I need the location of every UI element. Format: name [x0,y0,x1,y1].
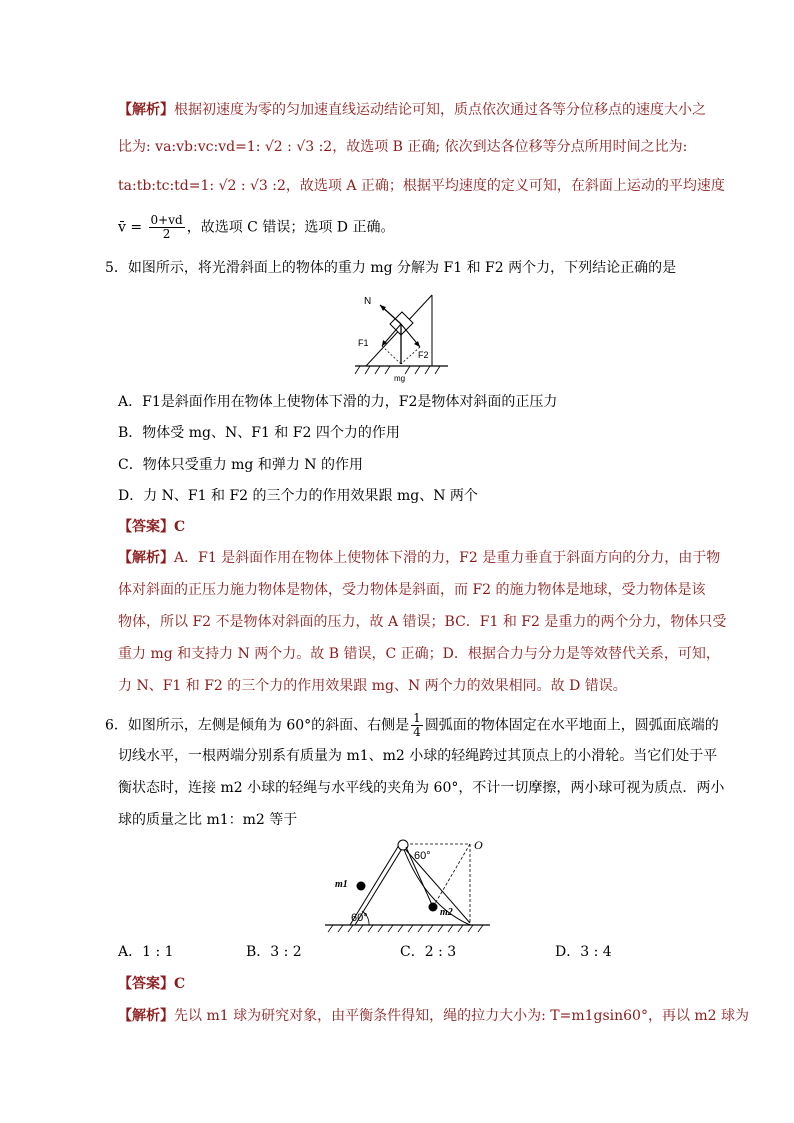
analysis-tag: 【解析】 [118,1008,174,1024]
q5-analysis-line-5: 力 N、F1 和 F2 的三个力的作用效果跟 mg、N 两个力的效果相同。故 D 错误。 [118,678,627,694]
normal-force-label: N [364,296,372,307]
average-velocity-fraction: $\frac{0+vd}{2}$ [150,213,183,241]
q6-stem-line-2: 切线水平，一根两端分别系有质量为 m1、m2 小球的轻绳跨过其顶点上的小滑轮。当它们处于平 [118,748,718,764]
bottom-angle-label: 60° [351,912,368,924]
q5-analysis-line-3: 物体，所以 F2 不是物体对斜面的压力，故 A 错误；BC．F1 和 F2 是重力的两个分力，物体只受 [118,614,727,630]
q6-stem-line-3: 衡状态时，连接 m2 小球的轻绳与水平线的夹角为 60°，不计一切摩擦，两小球可视为质点．两小 [118,780,725,796]
m2-label: m2 [440,907,453,918]
q5-answer: 【答案】C [118,519,186,535]
q4-analysis-line-4: v̄ = $\frac{0+vd}{2}$ ，故选项 C 错误；选项 D 正确。 [118,213,395,241]
q6-option-a: A．1 : 1 [118,944,174,960]
q6-stem-line-1: 6．如图所示，左侧是倾角为 60°的斜面、右侧是 $\frac{1}{4}$ 圆弧面的物体固定在水平地面上，圆弧面底端的 [105,711,719,739]
f1-label: F1 [358,338,369,348]
q6-option-c: C．2 : 3 [400,944,457,960]
q5-option-c: C．物体只受重力 mg 和弹力 N 的作用 [118,457,363,473]
quarter-fraction: $\frac{1}{4}$ [413,711,421,739]
q6-option-d: D．3 : 4 [555,944,612,960]
q5-analysis-line-4: 重力 mg 和支持力 N 两个力。故 B 错误，C 正确；D．根据合力与分力是等效替代关系，可知， [118,646,720,662]
q5-option-a: A．F1是斜面作用在物体上使物体下滑的力，F2是物体对斜面的正压力 [118,394,558,410]
q6-answer: 【答案】C [118,976,186,992]
q6-stem-line-4: 球的质量之比 m1：m2 等于 [118,812,298,828]
analysis-tag: 【解析】 [118,102,174,118]
q6-option-b: B．3 : 2 [246,944,302,960]
q4-analysis-line-3: ta:tb:tc:td=1: √2 : √3 :2，故选项 A 正确；根据平均速度的定义可知，在斜面上运动的平均速度 [118,178,725,194]
q4-analysis-line-2: 比为: va:vb:vc:vd=1: √2 : √3 :2，故选项 B 正确; 依次到达各位移等分点所用时间之比为: [118,139,688,155]
q6-analysis-line-1: 【解析】先以 m1 球为研究对象，由平衡条件得知，绳的拉力大小为: T=m1gsin60°，再以 m2 球为 [118,1008,750,1024]
q4-analysis-line-1: 【解析】根据初速度为零的匀加速直线运动结论可知，质点依次通过各等分位移点的速度大小之 [118,102,706,118]
f2-label: F2 [418,350,429,360]
q5-option-d: D．力 N、F1 和 F2 的三个力的作用效果跟 mg、N 两个 [118,488,478,504]
top-angle-label: 60° [414,850,431,862]
analysis-tag: 【解析】 [118,550,174,566]
q5-incline-figure [350,290,450,384]
q5-analysis-line-2: 体对斜面的正压力施力物体是物体，受力物体是斜面，而 F2 的施力物体是地球，受力物体是该 [118,582,706,598]
q6-pulley-figure [325,835,495,935]
m1-label: m1 [335,879,348,890]
center-o-label: O [474,838,483,852]
gravity-label: mg [394,374,406,383]
q5-option-b: B．物体受 mg、N、F1 和 F2 四个力的作用 [118,425,400,441]
q5-stem: 5．如图所示，将光滑斜面上的物体的重力 mg 分解为 F1 和 F2 两个力，下列结论正确的是 [105,260,677,276]
q5-analysis-line-1: 【解析】A．F1 是斜面作用在物体上使物体下滑的力，F2 是重力垂直于斜面方向的分力，由于物 [118,550,721,566]
